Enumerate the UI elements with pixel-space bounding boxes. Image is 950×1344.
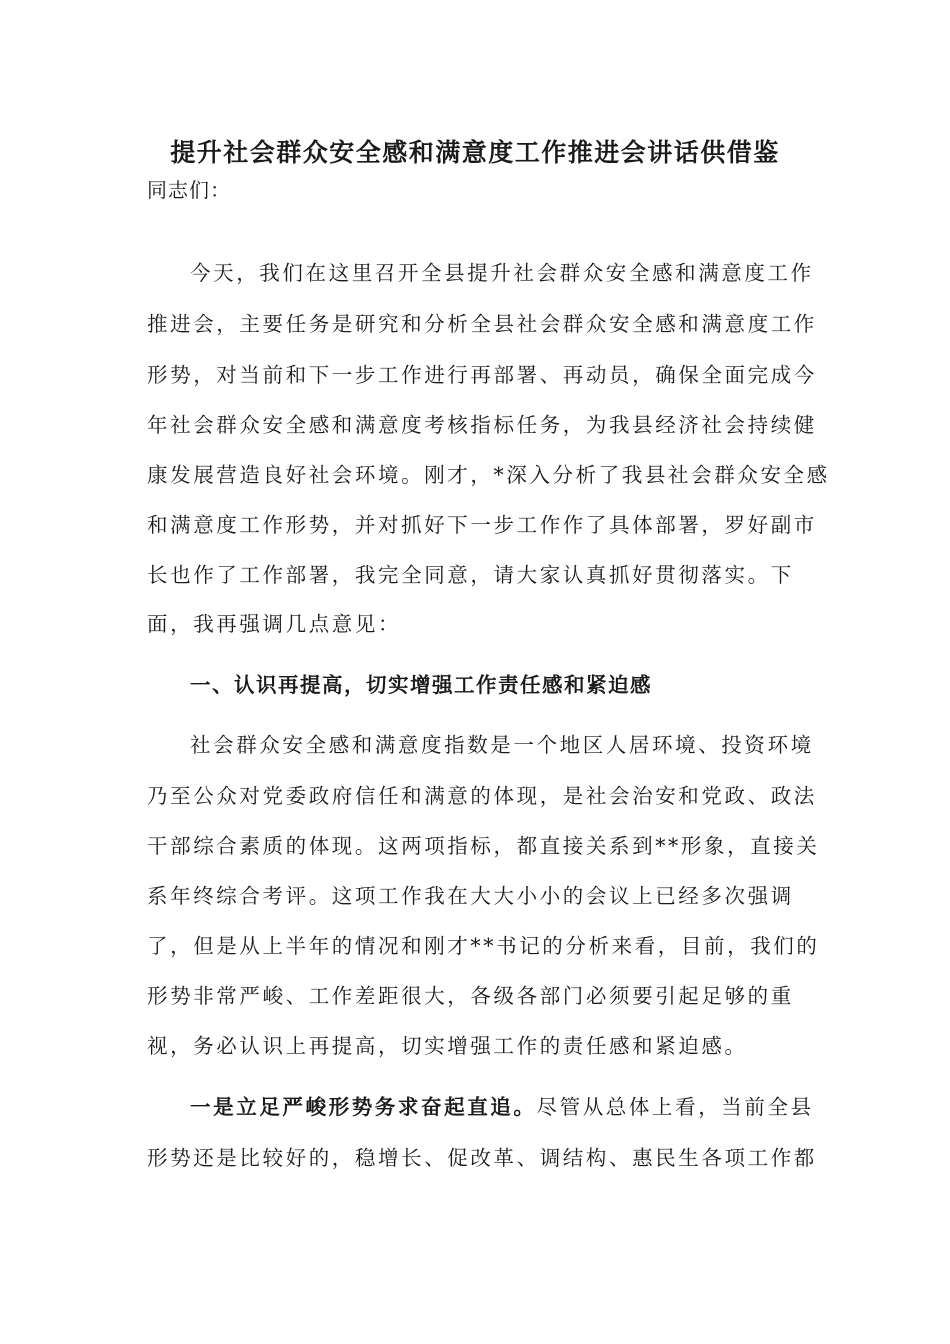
paragraph-1-line: 和满意度工作形势，并对抓好下一步工作作了具体部署，罗好副市	[147, 513, 817, 537]
paragraph-3-first-line	[190, 1093, 814, 1121]
paragraph-2-line: 干部综合素质的体现。这两项指标，都直接关系到**形象，直接关	[147, 834, 820, 858]
paragraph-1-line: 今天，我们在这里召开全县提升社会群众安全感和满意度工作	[190, 261, 814, 285]
paragraph-3-line: 形势还是比较好的，稳增长、促改革、调结构、惠民生各项工作都	[147, 1146, 817, 1170]
paragraph-2-line: 视，务必认识上再提高，切实增强工作的责任感和紧迫感。	[147, 1034, 748, 1058]
paragraph-1-line: 面，我再强调几点意见：	[147, 612, 402, 636]
paragraph-1-line: 长也作了工作部署，我完全同意，请大家认真抓好贯彻落实。下	[147, 563, 794, 587]
paragraph-1-line: 年社会群众安全感和满意度考核指标任务，为我县经济社会持续健	[147, 413, 817, 437]
paragraph-2-line: 乃至公众对党委政府信任和满意的体现，是社会治安和党政、政法	[147, 784, 817, 808]
point-heading: 一是立足严峻形势务求奋起直追。	[190, 1095, 537, 1119]
paragraph-2-line: 社会群众安全感和满意度指数是一个地区人居环境、投资环境	[190, 733, 814, 757]
paragraph-2-line: 了，但是从上半年的情况和刚才**书记的分析来看，目前，我们的	[147, 934, 820, 958]
greeting: 同志们：	[147, 178, 231, 202]
document-title: 提升社会群众安全感和满意度工作推进会讲话供借鉴	[170, 138, 780, 167]
paragraph-1-line: 形势，对当前和下一步工作进行再部署、再动员，确保全面完成今	[147, 363, 817, 387]
paragraph-3-text: 尽管从总体上看，当前全县	[536, 1095, 814, 1119]
paragraph-2-line: 形势非常严峻、工作差距很大，各级各部门必须要引起足够的重	[147, 984, 794, 1008]
paragraph-2-line: 系年终综合考评。这项工作我在大大小小的会议上已经多次强调	[147, 884, 794, 908]
paragraph-1-line: 推进会，主要任务是研究和分析全县社会群众安全感和满意度工作	[147, 312, 817, 336]
paragraph-1-line: 康发展营造良好社会环境。刚才，*深入分析了我县社会群众安全感	[147, 463, 830, 487]
section-heading: 一、认识再提高，切实增强工作责任感和紧迫感	[190, 673, 652, 697]
